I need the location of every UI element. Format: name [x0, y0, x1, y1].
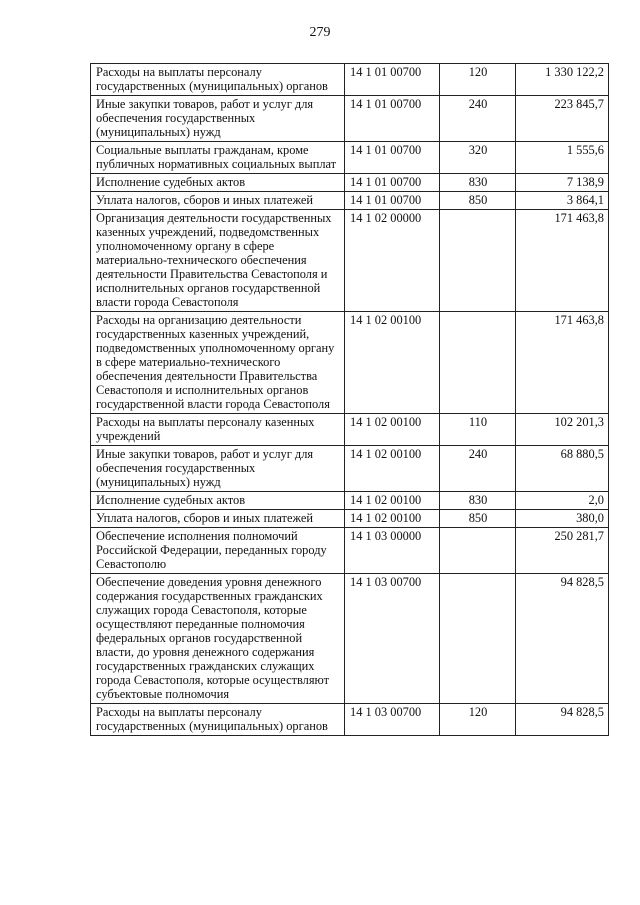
row-name-cell: Социальные выплаты гражданам, кроме публичных нормативных социальных выплат: [91, 142, 345, 174]
row-type-cell: 830: [440, 492, 516, 510]
table-row: [91, 704, 609, 736]
row-sum-cell: 3 864,1: [516, 192, 609, 210]
table-row: [91, 414, 609, 446]
row-code-cell: 14 1 01 00700: [345, 192, 440, 210]
row-type-cell: 120: [440, 704, 516, 736]
row-sum-cell: 1 330 122,2: [516, 64, 609, 96]
row-code-cell: 14 1 03 00700: [345, 574, 440, 704]
row-sum-cell: 171 463,8: [516, 312, 609, 414]
row-type-cell: 850: [440, 192, 516, 210]
row-sum-cell: 223 845,7: [516, 96, 609, 142]
row-type-cell: 120: [440, 64, 516, 96]
row-type-cell: 240: [440, 96, 516, 142]
table-row: [91, 528, 609, 574]
table-row: [91, 210, 609, 312]
row-name-cell: Расходы на выплаты персоналу государственных (муниципальных) органов: [91, 704, 345, 736]
table-row: [91, 96, 609, 142]
table-row: [91, 312, 609, 414]
row-code-cell: 14 1 02 00000: [345, 210, 440, 312]
row-name-cell: Уплата налогов, сборов и иных платежей: [91, 192, 345, 210]
table-row: [91, 492, 609, 510]
row-sum-cell: 7 138,9: [516, 174, 609, 192]
row-type-cell: 320: [440, 142, 516, 174]
row-name-cell: Иные закупки товаров, работ и услуг для обеспечения государственных (муниципальных) нужд: [91, 446, 345, 492]
row-code-cell: 14 1 03 00000: [345, 528, 440, 574]
table-row: [91, 192, 609, 210]
row-type-cell: 830: [440, 174, 516, 192]
row-code-cell: 14 1 01 00700: [345, 174, 440, 192]
budget-table: [90, 63, 609, 736]
row-code-cell: 14 1 02 00100: [345, 510, 440, 528]
row-name-cell: Обеспечение доведения уровня денежного содержания государственных гражданских служащих города Севастополя, которые осуществляют переданные полномочия федеральных органов государственной власти, до уровня денежного содержания государственных гражданских служащих города Севастополя, которые осуществляют субъектовые полномочия: [91, 574, 345, 704]
row-sum-cell: 2,0: [516, 492, 609, 510]
row-type-cell: [440, 312, 516, 414]
row-sum-cell: 68 880,5: [516, 446, 609, 492]
row-name-cell: Исполнение судебных актов: [91, 174, 345, 192]
row-code-cell: 14 1 03 00700: [345, 704, 440, 736]
row-sum-cell: 250 281,7: [516, 528, 609, 574]
row-sum-cell: 380,0: [516, 510, 609, 528]
row-code-cell: 14 1 01 00700: [345, 64, 440, 96]
table-row: [91, 142, 609, 174]
table-row: [91, 446, 609, 492]
row-type-cell: [440, 574, 516, 704]
row-type-cell: 240: [440, 446, 516, 492]
row-name-cell: Исполнение судебных актов: [91, 492, 345, 510]
row-code-cell: 14 1 02 00100: [345, 492, 440, 510]
table-row: [91, 510, 609, 528]
row-type-cell: 110: [440, 414, 516, 446]
row-type-cell: [440, 528, 516, 574]
row-code-cell: 14 1 01 00700: [345, 142, 440, 174]
row-name-cell: Расходы на выплаты персоналу государственных (муниципальных) органов: [91, 64, 345, 96]
row-code-cell: 14 1 02 00100: [345, 446, 440, 492]
row-code-cell: 14 1 02 00100: [345, 312, 440, 414]
row-sum-cell: 94 828,5: [516, 704, 609, 736]
row-name-cell: Расходы на организацию деятельности государственных казенных учреждений, подведомственных уполномоченному органу в сфере материально-технического обеспечения деятельности Правительства Севастополя и исполнительных органов государственной власти города Севастополя: [91, 312, 345, 414]
row-type-cell: 850: [440, 510, 516, 528]
row-name-cell: Уплата налогов, сборов и иных платежей: [91, 510, 345, 528]
row-name-cell: Обеспечение исполнения полномочий Российской Федерации, переданных городу Севастополю: [91, 528, 345, 574]
row-sum-cell: 1 555,6: [516, 142, 609, 174]
table-row: [91, 174, 609, 192]
row-name-cell: Иные закупки товаров, работ и услуг для обеспечения государственных (муниципальных) нужд: [91, 96, 345, 142]
row-code-cell: 14 1 02 00100: [345, 414, 440, 446]
row-type-cell: [440, 210, 516, 312]
row-sum-cell: 94 828,5: [516, 574, 609, 704]
row-sum-cell: 171 463,8: [516, 210, 609, 312]
table-row: [91, 64, 609, 96]
page-number: 279: [309, 25, 331, 40]
row-name-cell: Расходы на выплаты персоналу казенных учреждений: [91, 414, 345, 446]
row-sum-cell: 102 201,3: [516, 414, 609, 446]
table-row: [91, 574, 609, 704]
row-name-cell: Организация деятельности государственных казенных учреждений, подведомственных уполномоченному органу в сфере материально-технического обеспечения деятельности Правительства Севастополя и исполнительных органов государственной власти города Севастополя: [91, 210, 345, 312]
row-code-cell: 14 1 01 00700: [345, 96, 440, 142]
